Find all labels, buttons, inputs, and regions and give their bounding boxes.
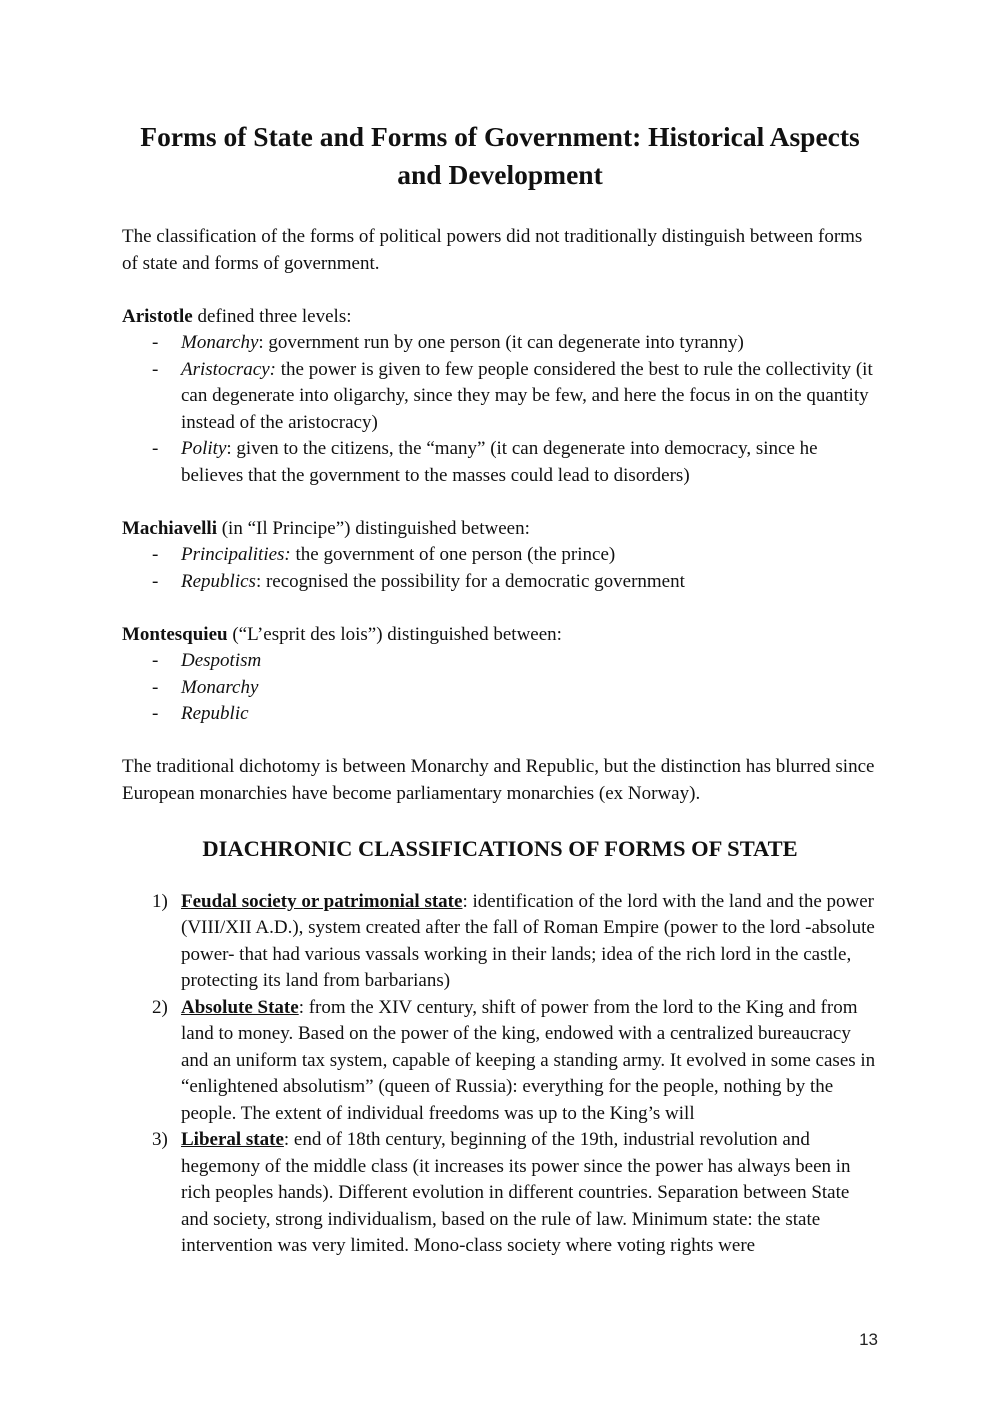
item-number: 1) — [152, 890, 168, 912]
item-term: Monarchy — [181, 676, 259, 698]
page-title: Forms of State and Forms of Government: Historical Aspects and Development — [140, 121, 860, 190]
item-term: Absolute State — [181, 996, 299, 1018]
machiavelli-list — [122, 542, 878, 595]
list-item — [122, 701, 878, 728]
page-number: 13 — [859, 1330, 878, 1349]
item-term: Despotism — [181, 650, 262, 671]
item-text: : identification of the lord with the land and the power (VIII/XII A.D.), system created after the fall of Roman Empire (power to the lord -absolute power- that had various vassals working in their lands; idea of the rich lord in the castle, protecting its land from barbarians) — [181, 890, 875, 991]
item-number: 3) — [152, 1129, 168, 1150]
dash-bullet: - — [152, 676, 159, 698]
item-text: : end of 18th century, beginning of the 19th, industrial revolution and hegemony of the middle class (it increases its power since the power has always been in rich peoples hands). Different evolution in different countries. Separation between State and society, strong individualism, based on the rule of law. Minimum state: the state intervention was very limited. Mono-class society where voting rights were — [181, 1129, 851, 1256]
dash-bullet: - — [152, 570, 159, 592]
list-item — [122, 357, 878, 437]
dash-bullet: - — [152, 544, 159, 565]
dash-bullet: - — [152, 358, 159, 380]
aristotle-lead — [122, 304, 878, 331]
dichotomy-paragraph: The traditional dichotomy is between Monarchy and Republic, but the distinction has blurred since European monarchies have become parliamentary monarchies (ex Norway). — [122, 756, 875, 804]
list-item — [122, 675, 878, 702]
section-heading: DIACHRONIC CLASSIFICATIONS OF FORMS OF STATE — [202, 835, 798, 861]
dash-bullet: - — [152, 438, 159, 459]
list-item — [122, 436, 878, 489]
item-term: Liberal state — [181, 1129, 284, 1150]
list-item — [122, 569, 878, 596]
item-term: Principalities: — [181, 544, 291, 565]
aristotle-block — [122, 304, 878, 490]
intro-paragraph: The classification of the forms of political powers did not traditionally distinguish between forms of state and forms of government. — [122, 226, 863, 274]
item-text: : from the XIV century, shift of power from the lord to the King and from land to money. Based on the power of the king, endowed with a centralized bureaucracy and an uniform tax system, capable of keeping a standing army. It evolved in some cases in “enlightened absolutism” (queen of Russia): everything for the people, nothing by the people. The extent of individual freedoms was up to the King’s will — [181, 996, 876, 1124]
item-term: Republic — [181, 703, 249, 724]
list-item — [122, 889, 878, 995]
document-page — [122, 118, 878, 1260]
item-term: Republics — [181, 570, 256, 592]
list-item — [122, 542, 878, 569]
list-item — [122, 995, 878, 1128]
item-sep: : — [226, 438, 232, 459]
item-text: recognised the possibility for a democratic government — [261, 570, 685, 592]
machiavelli-block — [122, 516, 878, 596]
machiavelli-name: Machiavelli — [122, 517, 217, 539]
aristotle-name: Aristotle — [122, 305, 193, 327]
dash-bullet: - — [152, 650, 159, 671]
item-sep: : — [258, 332, 264, 353]
item-term: Polity — [181, 438, 227, 459]
list-item — [122, 648, 878, 675]
item-text: the government of one person (the prince) — [290, 544, 616, 565]
item-text: government run by one person (it can degenerate into tyranny) — [263, 332, 744, 353]
aristotle-list — [122, 330, 878, 489]
montesquieu-block — [122, 622, 878, 728]
item-text: the power is given to few people considered the best to rule the collectivity (it can degenerate into oligarchy, since they may be few, and here the focus in on the quantity instead of the aristocracy) — [181, 358, 873, 433]
montesquieu-name: Montesquieu — [122, 623, 228, 645]
item-term: Aristocracy: — [181, 358, 276, 380]
forms-of-state-list — [122, 889, 878, 1260]
item-sep: : — [255, 570, 262, 592]
dash-bullet: - — [152, 703, 159, 724]
list-item — [122, 330, 878, 357]
item-term: Feudal society or patrimonial state — [181, 890, 463, 912]
list-item — [122, 1127, 878, 1260]
item-number: 2) — [152, 996, 168, 1018]
machiavelli-lead-text: (in “Il Principe”) distinguished between: — [216, 517, 530, 539]
montesquieu-lead — [122, 622, 878, 649]
item-term: Monarchy — [181, 332, 259, 353]
item-text: given to the citizens, the “many” (it can degenerate into democracy, since he believes that the government to the masses could lead to disorders) — [181, 438, 818, 486]
montesquieu-lead-text: (“L’esprit des lois”) distinguished between: — [227, 623, 562, 645]
aristotle-lead-text: defined three levels: — [192, 305, 352, 327]
machiavelli-lead — [122, 516, 878, 543]
dash-bullet: - — [152, 332, 159, 353]
montesquieu-list — [122, 648, 878, 728]
